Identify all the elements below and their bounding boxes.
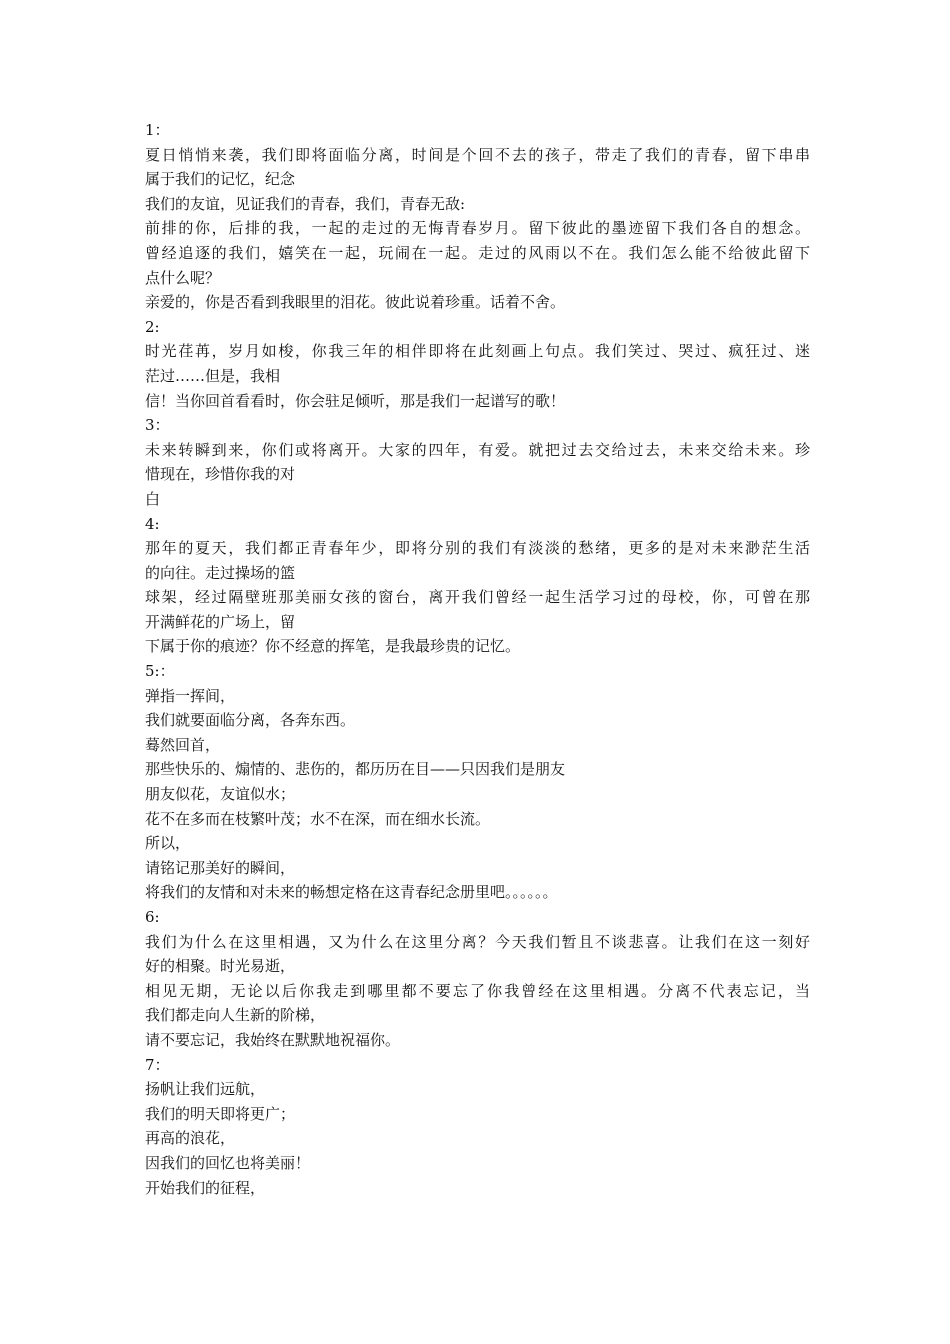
text-line: 我们为什么在这里相遇，又为什么在这里分离？今天我们暂且不谈悲喜。让我们在这一刻好 xyxy=(145,932,810,951)
text-line: 的向往。走过操场的篮 xyxy=(145,563,296,582)
text-line: 6: xyxy=(145,908,160,926)
text-line: 曾经追逐的我们，嬉笑在一起，玩闹在一起。走过的风雨以不在。我们怎么能不给彼此留下 xyxy=(145,243,810,262)
text-line: 那些快乐的、煽情的、悲伤的，都历历在目——只因我们是朋友 xyxy=(145,760,566,779)
text-line: 我们就要面临分离，各奔东西。 xyxy=(145,711,356,730)
text-line: 未来转瞬到来，你们或将离开。大家的四年，有爱。就把过去交给过去，未来交给未来。珍 xyxy=(145,440,810,459)
text-line: 4: xyxy=(145,514,160,533)
text-line: 时光荏苒，岁月如梭，你我三年的相伴即将在此刻画上句点。我们笑过、哭过、疯狂过、迷 xyxy=(145,342,810,361)
text-line: 我们的友谊，见证我们的青春，我们，青春无敌: xyxy=(145,194,466,213)
text-line: 开满鲜花的广场上，留 xyxy=(145,612,296,631)
text-line: 因我们的回忆也将美丽！ xyxy=(145,1153,311,1172)
text-line: 球架，经过隔壁班那美丽女孩的窗台，离开我们曾经一起生活学习过的母校，你，可曾在那 xyxy=(145,588,810,607)
text-line: 我们都走向人生新的阶梯， xyxy=(145,1006,326,1025)
text-line: 蓦然回首， xyxy=(145,735,221,754)
text-line: 扬帆让我们远航， xyxy=(145,1080,266,1099)
text-line: 下属于你的痕迹？你不经意的挥笔，是我最珍贵的记忆。 xyxy=(145,637,521,656)
text-line: 茫过……但是，我相 xyxy=(145,366,281,385)
text-line: 7： xyxy=(145,1055,170,1074)
text-line: 再高的浪花， xyxy=(145,1129,236,1148)
text-line: 5:： xyxy=(145,662,175,681)
text-line: 前排的你，后排的我，一起的走过的无悔青春岁月。留下彼此的墨迹留下我们各自的想念。 xyxy=(145,219,810,238)
text-line: 那年的夏天，我们都正青春年少，即将分别的我们有淡淡的愁绪，更多的是对未来渺茫生活 xyxy=(145,539,810,558)
text-line: 属于我们的记忆，纪念 xyxy=(145,170,296,189)
text-line: 信！当你回首看看时，你会驻足倾听，那是我们一起谱写的歌！ xyxy=(145,391,566,410)
text-line: 所以， xyxy=(145,834,191,853)
text-line: 请不要忘记，我始终在默默地祝福你。 xyxy=(145,1030,401,1049)
text-line: 弹指一挥间， xyxy=(145,686,236,705)
text-line: 开始我们的征程， xyxy=(145,1178,266,1197)
text-line: 我们的明天即将更广； xyxy=(145,1104,296,1123)
text-line: 请铭记那美好的瞬间， xyxy=(145,858,296,877)
text-line: 相见无期，无论以后你我走到哪里都不要忘了你我曾经在这里相遇。分离不代表忘记，当 xyxy=(145,981,810,1000)
text-line: 白 xyxy=(145,489,161,508)
text-line: 好的相聚。时光易逝， xyxy=(145,957,296,976)
text-line: 2: xyxy=(145,317,160,336)
text-line: 惜现在，珍惜你我的对 xyxy=(145,465,296,484)
text-line: 夏日悄悄来袭，我们即将面临分离，时间是个回不去的孩子，带走了我们的青春，留下串串 xyxy=(145,145,810,164)
text-line: 将我们的友情和对未来的畅想定格在这青春纪念册里吧。。。。。。 xyxy=(145,883,558,902)
text-line: 点什么呢？ xyxy=(145,268,221,287)
text-line: 花不在多而在枝繁叶茂；水不在深，而在细水长流。 xyxy=(145,809,491,828)
text-line: 3： xyxy=(145,416,170,435)
text-line: 1： xyxy=(145,121,170,139)
document-body xyxy=(145,118,810,1200)
text-line: 朋友似花，友谊似水； xyxy=(145,785,296,804)
text-line: 亲爱的，你是否看到我眼里的泪花。彼此说着珍重。话着不舍。 xyxy=(145,293,566,312)
